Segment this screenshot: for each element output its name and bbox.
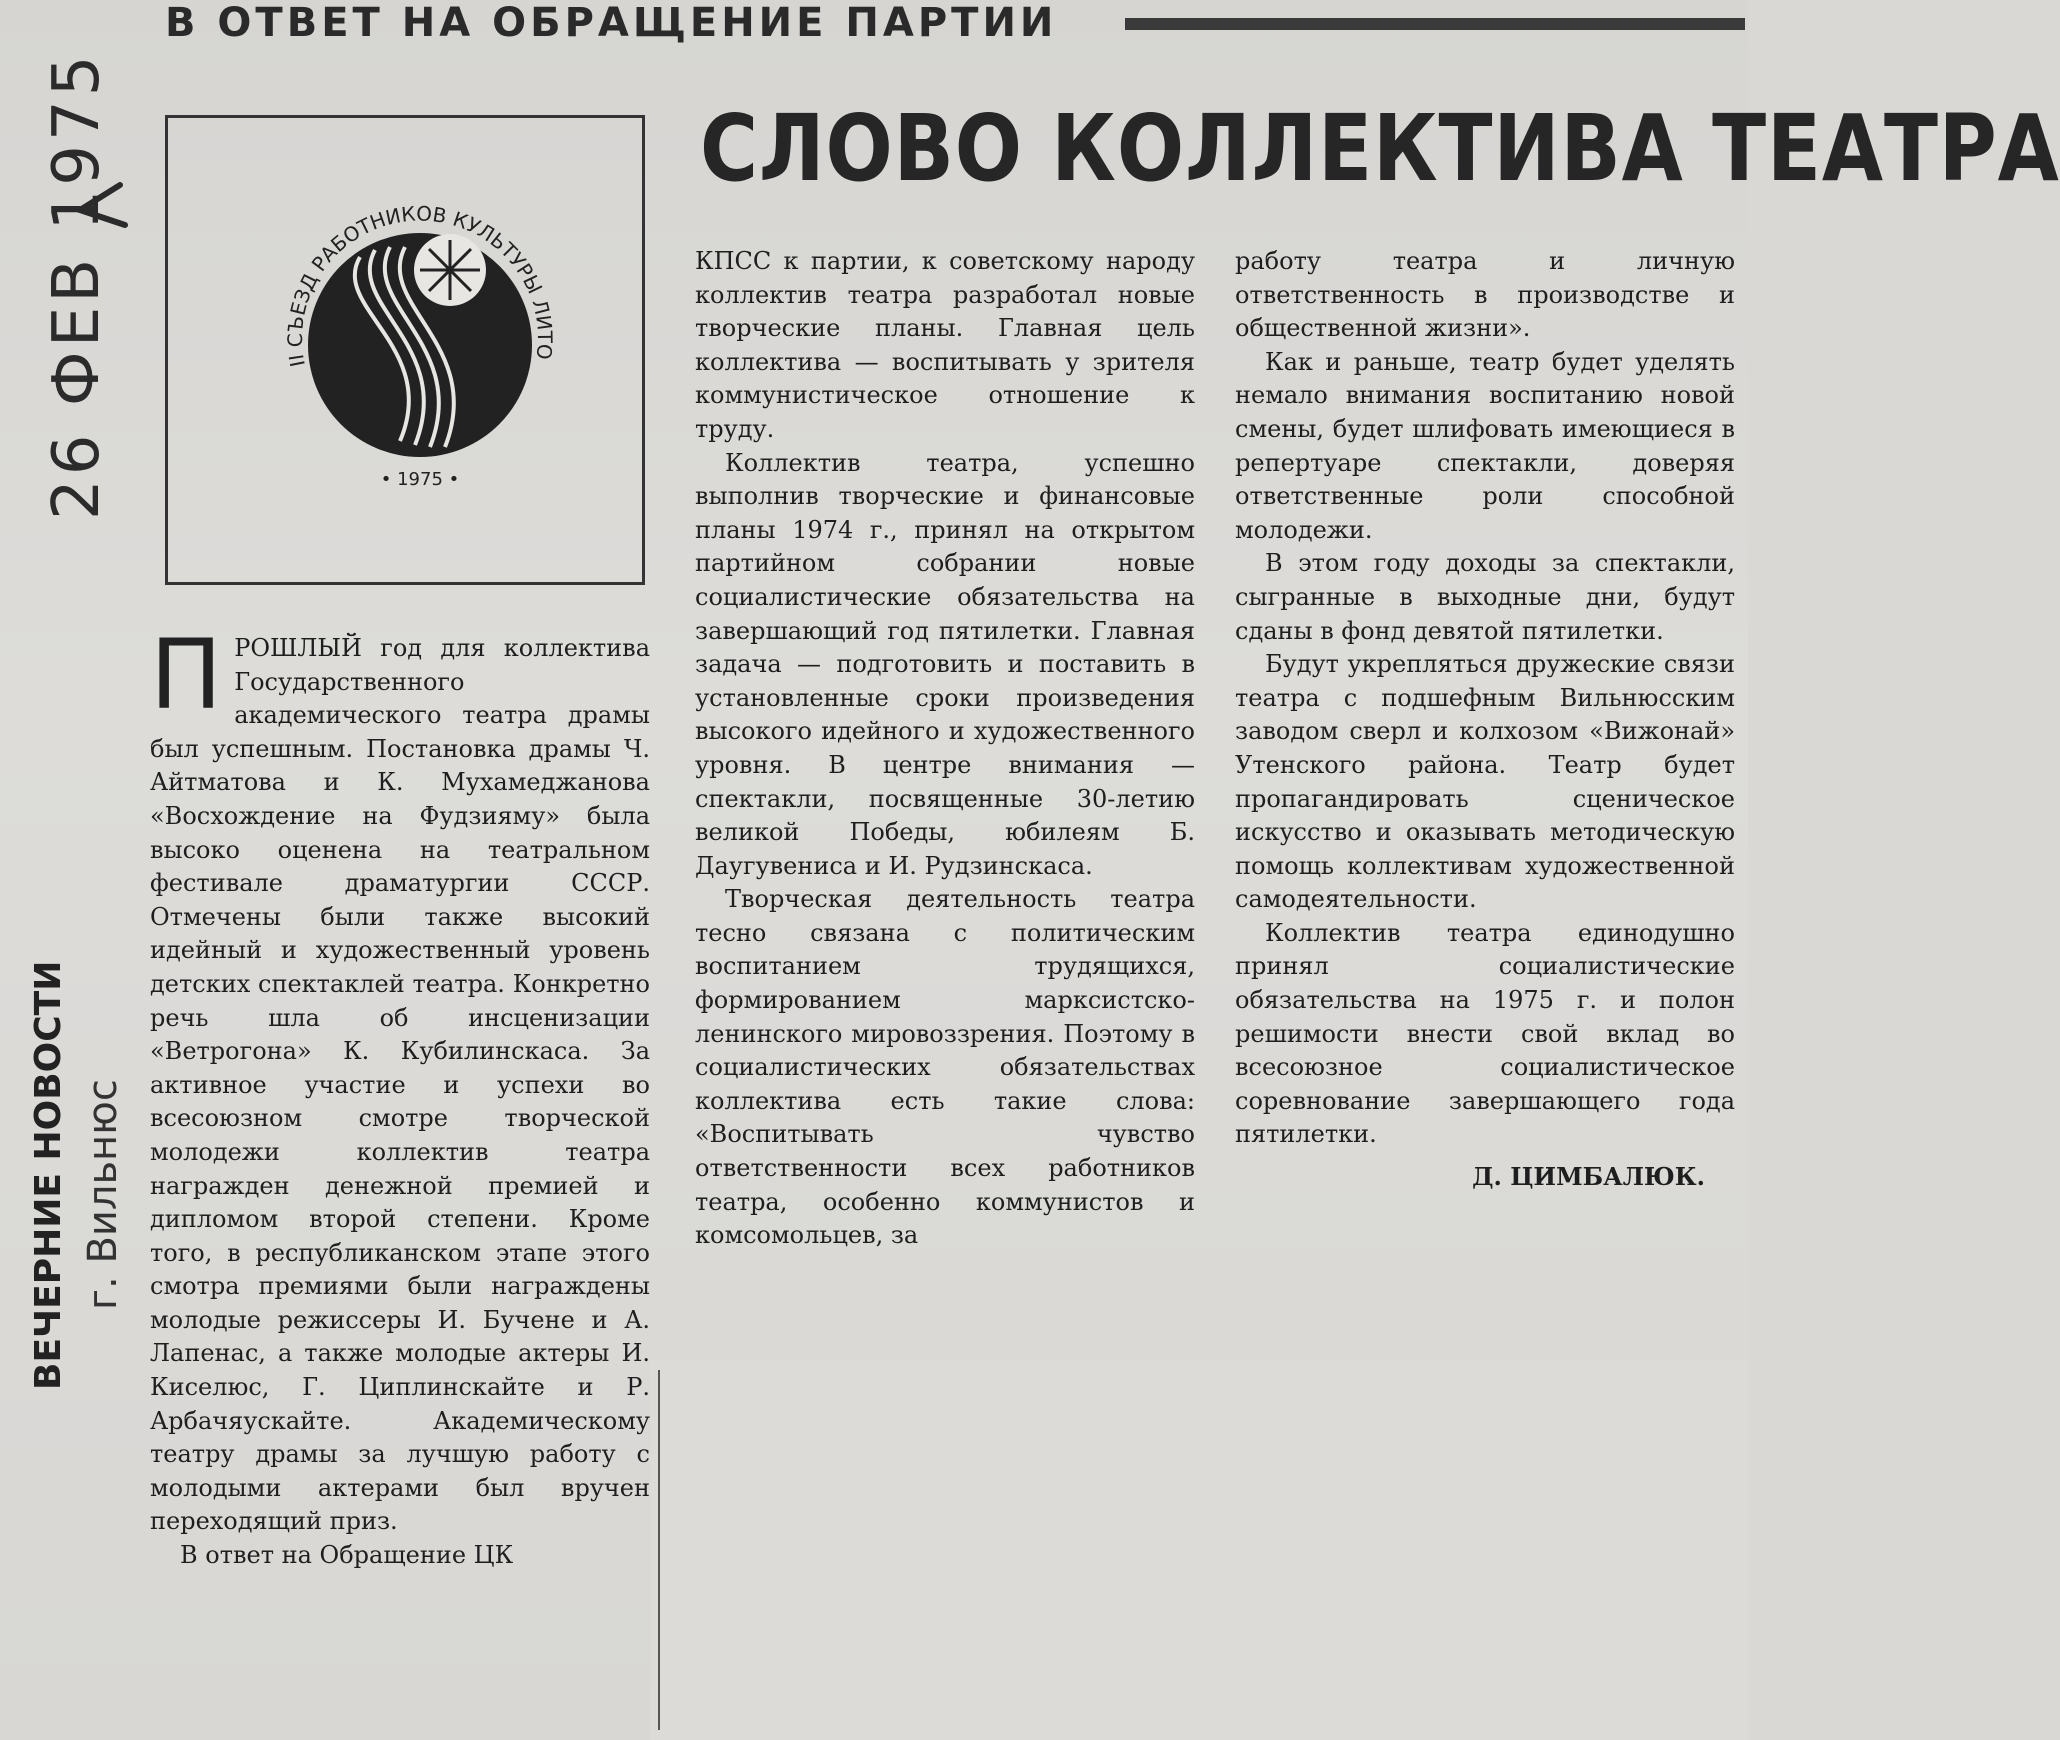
emblem-year: • 1975 • bbox=[380, 469, 460, 490]
article-paragraph: Коллектив театра, успешно выполнив творческие и финансовые планы 1974 г., принял на открытом партийном собрании новые социалистические обязательства на завершающий год пятилетки. Главная задача — подготовить и поставить в установленные сроки произведения высокого идейного и художественного уровня. В центре внимания — спектакли, посвященные 30-летию великой Победы, юбилеям Б. Даугувениса и И. Рудзинскаса. bbox=[695, 448, 1195, 880]
article-paragraph: В ответ на Обращение ЦК bbox=[180, 1541, 514, 1570]
clipping-edge bbox=[658, 1370, 660, 1730]
date-stamp: 26 ФЕВ 1975 bbox=[40, 51, 114, 520]
article-column-2 bbox=[695, 245, 1195, 1253]
article-column-1 bbox=[150, 619, 650, 1573]
emblem-ring-text: II СЪЕЗД РАБОТНИКОВ КУЛЬТУРЫ ЛИТО bbox=[282, 201, 558, 369]
article-paragraph: работу театра и личную ответственность в производстве и общественной жизни». bbox=[1235, 247, 1735, 343]
blank-paper-area bbox=[650, 1360, 1748, 1740]
check-mark-icon bbox=[70, 180, 130, 230]
author-signature: Д. ЦИМБАЛЮК. bbox=[1472, 1162, 1705, 1192]
article-paragraph: РОШЛЫЙ год для коллектива Государственного академического театра драмы был успешным. Постановка драмы Ч. Айтматова и К. Мухамеджанова «Восхождение на Фудзияму» была высоко оценена на театральном фестивале драматургии СССР. Отмечены были также высокий идейный и художественный уровень детских спектаклей театра. Конкретно речь шла об инсценизации «Ветрогона» К. Кубилинскаса. За активное участие и успехи во всесоюзном смотре творческой молодежи коллектив театра награжден денежной премией и дипломом второй степени. Кроме того, в республиканском этапе этого смотра премиями были награждены молодые режиссеры И. Бучене и А. Лапенас, а также молодые актеры И. Киселюс, Г. Циплинскайте и Р. Арбачяускайте. Академическому театру драмы за лучшую работу с молодыми актерами был вручен переходящий приз. bbox=[150, 634, 650, 1536]
article-paragraph: Будут укрепляться дружеские связи театра с подшефным Вильнюсским заводом сверл и колхозом «Вижонай» Утенского района. Театр будет пропагандировать сценическое искусство и оказывать методическую помощь коллективам художественной самодеятельности. bbox=[1235, 650, 1735, 914]
drop-cap: П bbox=[150, 619, 223, 731]
article-paragraph: Как и раньше, театр будет уделять немало внимания воспитанию новой смены, будет шлифовать имеющиеся в репертуаре спектакли, доверяя ответственные роли способной молодежи. bbox=[1235, 347, 1735, 544]
article-column-3 bbox=[1235, 245, 1735, 1194]
article-paragraph: Коллектив театра единодушно принял социалистические обязательства на 1975 г. и полон решимости внести свой вклад во всесоюзное социалистическое соревнование завершающего года пятилетки. bbox=[1235, 918, 1735, 1149]
article-paragraph: В этом году доходы за спектакли, сыгранные в выходные дни, будут сданы в фонд девятой пятилетки. bbox=[1235, 549, 1735, 645]
emblem-icon bbox=[265, 195, 575, 495]
rubric-rule bbox=[1125, 18, 1745, 30]
newspaper-name: ВЕЧЕРНИЕ НОВОСТИ bbox=[28, 960, 69, 1390]
article-paragraph: КПСС к партии, к советскому народу коллектив театра разработал новые творческие планы. Главная цель коллектива — воспитывать у зрителя коммунистическое отношение к труду. bbox=[695, 247, 1195, 443]
article-paragraph: Творческая деятельность театра тесно связана с политическим воспитанием трудящихся, формированием марксистско-ленинского мировоззрения. Поэтому в социалистических обязательствах коллектива есть такие слова: «Воспитывать чувство ответственности всех работников театра, особенно коммунистов и комсомольцев, за bbox=[695, 885, 1195, 1250]
rubric-heading: В ОТВЕТ НА ОБРАЩЕНИЕ ПАРТИИ bbox=[165, 0, 1058, 46]
article-headline: СЛОВО КОЛЛЕКТИВА ТЕАТРА bbox=[700, 95, 2060, 202]
newspaper-city: г. Вильнюс bbox=[80, 1079, 126, 1310]
congress-emblem bbox=[265, 195, 575, 495]
